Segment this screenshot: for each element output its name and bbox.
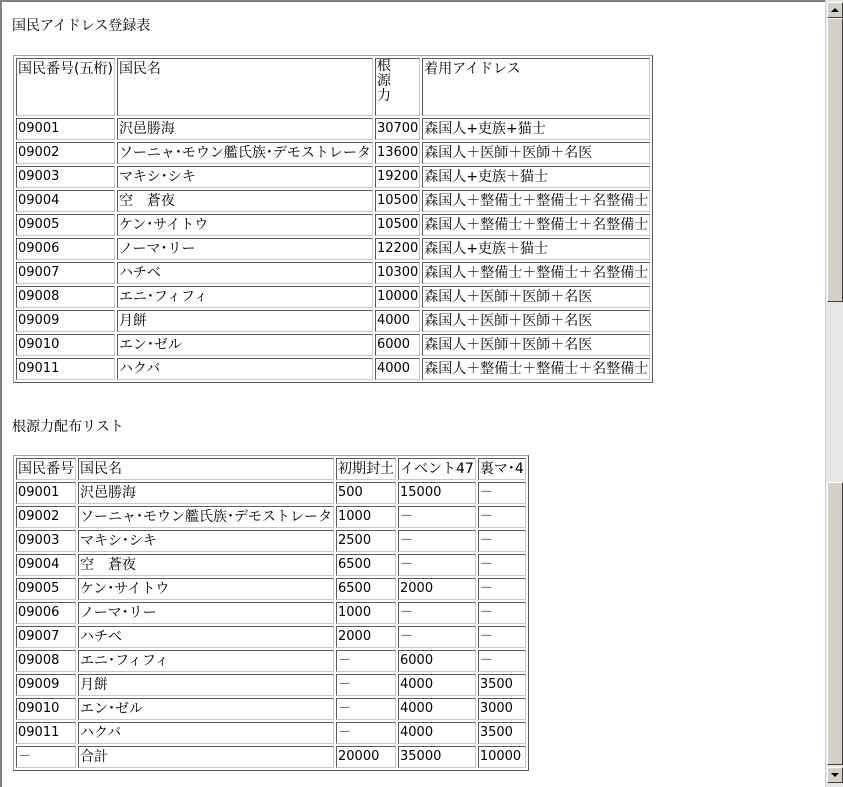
event47-cell: － (398, 530, 476, 552)
citizen-name-cell: エン･ゼル (78, 698, 334, 720)
scrollbar-track-lower[interactable] (827, 482, 843, 765)
root-power-cell: 4000 (375, 358, 420, 380)
registry-title: 国民アイドレス登録表 (12, 18, 151, 34)
root-power-cell: 13600 (375, 142, 420, 164)
idress-cell: 森国人+吏族＋猫士 (422, 166, 650, 188)
distribution-row (16, 650, 526, 672)
citizen-name-cell: ハチベ (78, 626, 334, 648)
col-header-power-char-2: 源 (376, 73, 391, 89)
initial-fief-cell: 6500 (336, 554, 396, 576)
distribution-header-row (16, 458, 526, 480)
distribution-row (16, 482, 526, 504)
citizen-name-cell: 月餅 (117, 310, 373, 332)
citizen-id-cell: 09011 (16, 722, 76, 744)
citizen-id-cell: 09008 (16, 650, 76, 672)
citizen-id-cell: 09007 (16, 626, 76, 648)
event47-cell: 4000 (398, 722, 476, 744)
citizen-name-cell: 月餅 (78, 674, 334, 696)
idress-cell: 森国人＋整備士＋整備士＋名整備士 (422, 262, 650, 284)
registry-row (16, 238, 650, 260)
citizen-name-cell: ケン･サイトウ (117, 214, 373, 236)
citizen-id-cell: 09003 (16, 530, 76, 552)
registry-row (16, 358, 650, 380)
registry-row (16, 190, 650, 212)
citizen-id-cell: 09002 (16, 142, 115, 164)
ura-ma4-cell: － (478, 602, 526, 624)
citizen-id-cell: 09005 (16, 578, 76, 600)
citizen-id-cell: 09005 (16, 214, 115, 236)
distribution-row (16, 530, 526, 552)
citizen-id-cell: 09006 (16, 602, 76, 624)
distribution-row (16, 626, 526, 648)
citizen-name-cell: 空 蒼夜 (78, 554, 334, 576)
vertical-scrollbar[interactable] (825, 0, 843, 787)
root-power-cell: 4000 (375, 310, 420, 332)
idress-cell: 森国人＋整備士＋整備士＋名整備士 (422, 190, 650, 212)
initial-fief-cell: － (336, 722, 396, 744)
citizen-name-cell: ソーニャ･モウン艦氏族･デモストレータ (117, 142, 373, 164)
idress-cell: 森国人＋医師＋医師＋名医 (422, 334, 650, 356)
ura-ma4-cell: － (478, 554, 526, 576)
citizen-name-cell: ノーマ･リー (78, 602, 334, 624)
citizen-name-cell: ハクバ (78, 722, 334, 744)
citizen-name-cell: エン･ゼル (117, 334, 373, 356)
event47-cell: 4000 (398, 674, 476, 696)
distribution-total-row (16, 746, 526, 768)
initial-fief-cell: － (336, 698, 396, 720)
idress-cell: 森国人+吏族+猫士 (422, 118, 650, 140)
col-header-idress: 着用アイドレス (422, 58, 650, 116)
distribution-row (16, 578, 526, 600)
citizen-name-cell: 沢邑勝海 (117, 118, 373, 140)
col-header-name: 国民名 (78, 458, 334, 480)
root-power-cell: 12200 (375, 238, 420, 260)
event47-cell: 6000 (398, 650, 476, 672)
root-power-cell: 10500 (375, 190, 420, 212)
root-power-cell: 6000 (375, 334, 420, 356)
idress-cell: 森国人＋医師＋医師＋名医 (422, 310, 650, 332)
registry-row (16, 166, 650, 188)
citizen-id-cell: 09010 (16, 334, 115, 356)
distribution-row (16, 722, 526, 744)
citizen-id-cell: 09010 (16, 698, 76, 720)
ura-ma4-cell: 3000 (478, 698, 526, 720)
citizen-name-cell: 沢邑勝海 (78, 482, 334, 504)
col-header-name: 国民名 (117, 58, 373, 116)
ura-ma4-cell: － (478, 650, 526, 672)
citizen-name-cell: マキシ･シキ (117, 166, 373, 188)
event47-cell: 4000 (398, 698, 476, 720)
citizen-name-cell: エニ･フィフィ (117, 286, 373, 308)
event47-cell: 15000 (398, 482, 476, 504)
initial-fief-cell: 6500 (336, 578, 396, 600)
initial-fief-cell: 2000 (336, 626, 396, 648)
root-power-cell: 30700 (375, 118, 420, 140)
initial-fief-cell: 2500 (336, 530, 396, 552)
registry-table (13, 55, 653, 383)
registry-row (16, 118, 650, 140)
citizen-name-cell: マキシ･シキ (78, 530, 334, 552)
arrow-up-icon (831, 8, 839, 12)
col-header-initial: 初期封土 (336, 458, 396, 480)
event47-cell: － (398, 506, 476, 528)
root-power-cell: 10000 (375, 286, 420, 308)
root-power-cell: 19200 (375, 166, 420, 188)
initial-fief-cell: － (336, 674, 396, 696)
ura-ma4-cell: － (478, 482, 526, 504)
root-power-cell: 10500 (375, 214, 420, 236)
ura-ma4-cell: － (478, 530, 526, 552)
col-header-power-char-3: 力 (376, 88, 391, 104)
citizen-id-cell: 09003 (16, 166, 115, 188)
idress-cell: 森国人＋医師＋医師＋名医 (422, 142, 650, 164)
initial-fief-cell: － (336, 650, 396, 672)
initial-fief-cell: 1000 (336, 506, 396, 528)
idress-cell: 森国人+吏族＋猫士 (422, 238, 650, 260)
citizen-id-cell: 09007 (16, 262, 115, 284)
col-header-power (375, 58, 420, 116)
col-header-ura: 裏マ･4 (478, 458, 526, 480)
distribution-row (16, 506, 526, 528)
citizen-name-cell: エニ･フィフィ (78, 650, 334, 672)
total-label-cell: 合計 (78, 746, 334, 768)
scroll-up-button[interactable] (827, 2, 843, 18)
idress-cell: 森国人＋整備士＋整備士＋名整備士 (422, 358, 650, 380)
scrollbar-thumb[interactable] (827, 18, 843, 302)
registry-header-row (16, 58, 650, 116)
registry-row (16, 310, 650, 332)
citizen-name-cell: ケン･サイトウ (78, 578, 334, 600)
registry-row (16, 214, 650, 236)
citizen-id-cell: 09006 (16, 238, 115, 260)
citizen-id-cell: 09009 (16, 310, 115, 332)
citizen-id-cell: 09011 (16, 358, 115, 380)
total-event47-cell: 35000 (398, 746, 476, 768)
col-header-event47: イベント47 (398, 458, 476, 480)
citizen-name-cell: ハチベ (117, 262, 373, 284)
initial-fief-cell: 500 (336, 482, 396, 504)
event47-cell: － (398, 626, 476, 648)
scroll-down-button[interactable] (827, 767, 843, 783)
total-ura-cell: 10000 (478, 746, 526, 768)
event47-cell: － (398, 554, 476, 576)
idress-cell: 森国人＋医師＋医師＋名医 (422, 286, 650, 308)
citizen-name-cell: 空 蒼夜 (117, 190, 373, 212)
ura-ma4-cell: － (478, 578, 526, 600)
distribution-row (16, 602, 526, 624)
citizen-name-cell: ハクバ (117, 358, 373, 380)
root-power-cell: 10300 (375, 262, 420, 284)
citizen-name-cell: ソーニャ･モウン艦氏族･デモストレータ (78, 506, 334, 528)
arrow-down-icon (831, 773, 839, 777)
distribution-row (16, 698, 526, 720)
ura-ma4-cell: 3500 (478, 674, 526, 696)
col-header-id: 国民番号 (16, 458, 76, 480)
citizen-name-cell: ノーマ･リー (117, 238, 373, 260)
distribution-title: 根源力配布リスト (12, 419, 124, 435)
registry-row (16, 142, 650, 164)
citizen-id-cell: 09001 (16, 482, 76, 504)
ura-ma4-cell: 3500 (478, 722, 526, 744)
initial-fief-cell: 1000 (336, 602, 396, 624)
event47-cell: 2000 (398, 578, 476, 600)
distribution-table (13, 455, 529, 771)
citizen-id-cell: 09004 (16, 190, 115, 212)
col-header-id: 国民番号(五桁) (16, 58, 115, 116)
total-id-cell: － (16, 746, 76, 768)
idress-cell: 森国人＋整備士＋整備士＋名整備士 (422, 214, 650, 236)
citizen-id-cell: 09001 (16, 118, 115, 140)
event47-cell: － (398, 602, 476, 624)
citizen-id-cell: 09004 (16, 554, 76, 576)
registry-row (16, 286, 650, 308)
registry-row (16, 334, 650, 356)
col-header-power-char-1: 根 (376, 58, 391, 74)
ura-ma4-cell: － (478, 626, 526, 648)
distribution-row (16, 674, 526, 696)
ura-ma4-cell: － (478, 506, 526, 528)
citizen-id-cell: 09008 (16, 286, 115, 308)
citizen-id-cell: 09009 (16, 674, 76, 696)
registry-row (16, 262, 650, 284)
total-initial-cell: 20000 (336, 746, 396, 768)
distribution-row (16, 554, 526, 576)
citizen-id-cell: 09002 (16, 506, 76, 528)
